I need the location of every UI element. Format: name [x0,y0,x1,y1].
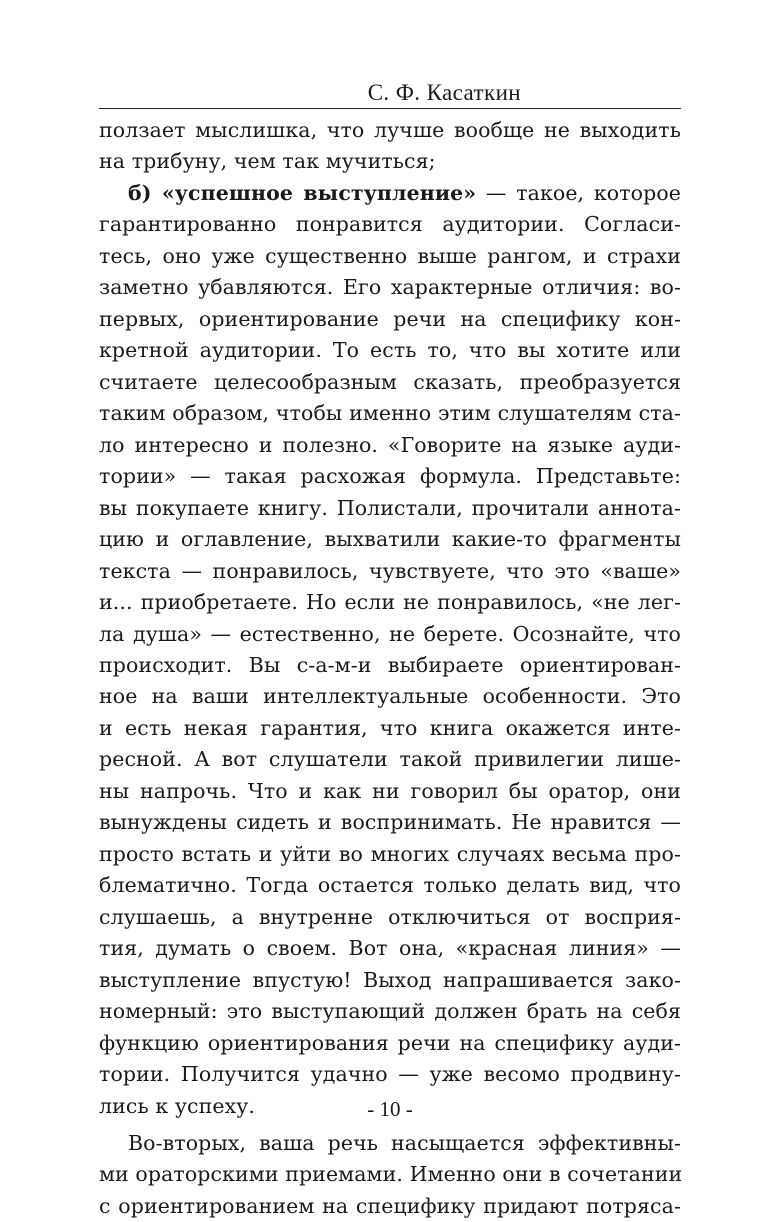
text-line: Во-вторых, ваша речь насыщается эффективны- [128,1131,681,1155]
page-number: - 10 - [367,1097,413,1121]
text-line: слушаешь, а внутренне отключиться от восприя- [99,904,681,929]
text-line: ны напрочь. Что и как ни говорил бы оратор, они [99,778,681,803]
text-line: кретной аудитории. То есть то, что вы хотите или [99,338,681,363]
text-line: и есть некая гарантия, что книга окажется инте- [99,715,681,740]
text-line: вы покупаете книгу. Полистали, прочитали аннота- [99,495,681,520]
text-line [99,178,681,209]
text-line: лись к успеху. [99,1093,256,1118]
text-line-rest: — такое, которое [476,180,681,205]
text-line: считаете целесообразным сказать, преобразуется [99,369,681,394]
text-line: ресной. А вот слушатели такой привилегии лише- [99,747,681,772]
running-header [99,80,681,109]
text-line: с ориентированием на специфику придают потряса- [99,1193,681,1218]
text-line: первых, ориентирование речи на специфику кон- [99,306,681,331]
text-line: гарантированно понравится аудитории. Согласи- [99,212,681,237]
text-line: ползает мыслишка, что лучше вообще не выходить [99,118,681,142]
text-line: ло интересно и полезно. «Говорите на языке ауди- [99,432,681,457]
text-line: тории. Получится удачно — уже весомо продвину- [99,1062,681,1087]
text-line: тесь, оно уже существенно выше рангом, и страхи [99,243,681,268]
text-line: блематично. Тогда остается только делать вид, что [99,873,681,898]
text-line: и... приобретаете. Но если не понравилось, «не лег- [99,590,681,615]
text-line: тории» — такая расхожая формула. Представьте: [99,464,681,489]
text-line: таким образом, чтобы именно этим слушателям ста- [99,401,681,426]
text-line: тия, думать о своем. Вот она, «красная линия» — [99,936,681,961]
text-line: на трибуну, чем так мучиться; [99,149,436,174]
bold-term: б) «успешное выступление» [128,180,477,205]
text-line: заметно убавляются. Его характерные отличия: во- [99,275,681,300]
text-line: номерный: это выступающий должен брать на себя [99,999,681,1024]
text-line: просто встать и уйти во многих случаях весьма про- [99,841,681,866]
text-line: ми ораторскими приемами. Именно они в сочетании [99,1162,683,1187]
body-text [99,115,681,1222]
book-page [99,0,683,1218]
text-line: цию и оглавление, выхватили какие-то фрагменты [99,527,681,552]
text-line: ное на ваши интеллектуальные особенности. Это [99,684,681,709]
text-line: вынуждены сидеть и воспринимать. Не нравится — [99,810,681,835]
text-line: выступление впустую! Выход напрашивается зако- [99,967,681,992]
text-line: происходит. Вы с-а-м-и выбираете ориентирован- [99,652,681,677]
text-line: ла душа» — естественно, не берете. Осознайте, что [99,621,681,646]
text-line: текста — понравилось, чувствуете, что это «ваше» [99,558,681,583]
header-author: С. Ф. Касаткин [367,80,521,105]
text-line: функцию ориентирования речи на специфику ауди- [99,1030,681,1055]
